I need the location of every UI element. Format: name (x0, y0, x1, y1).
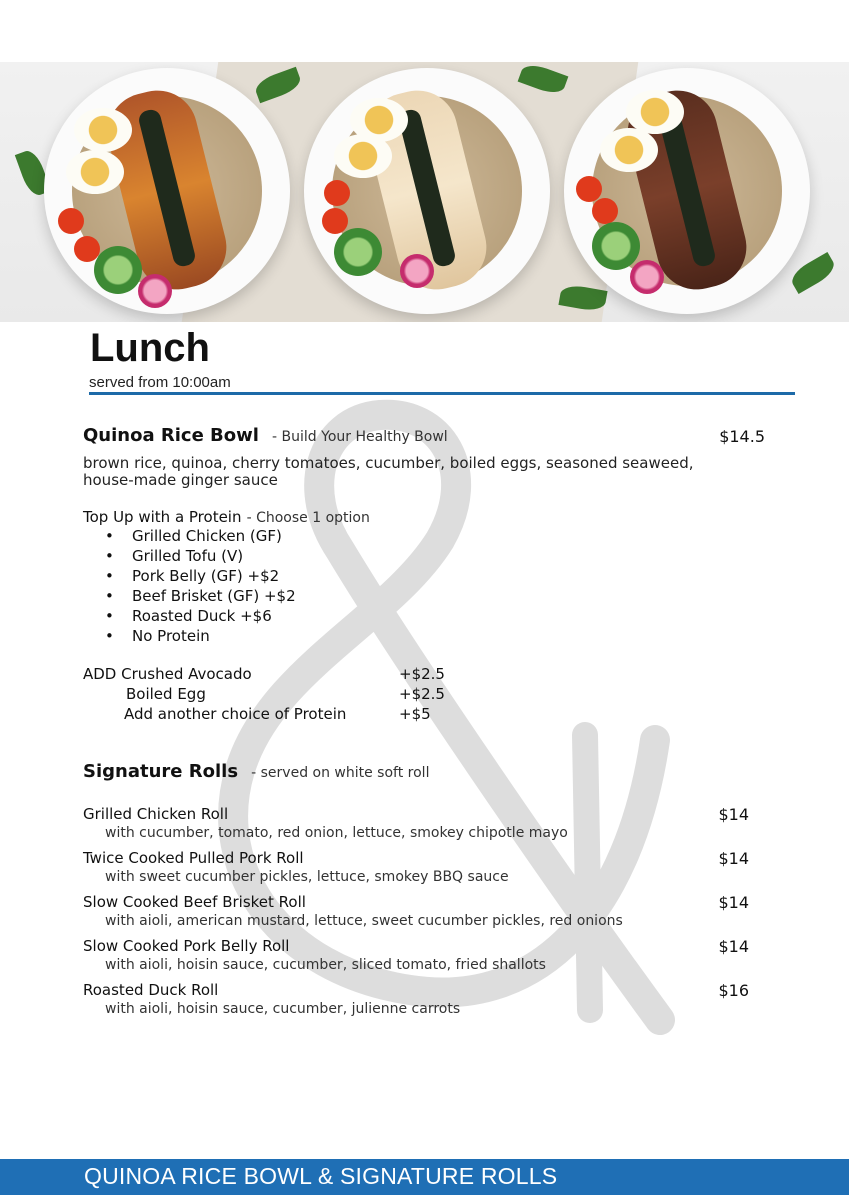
boiled-egg (334, 134, 392, 178)
roll-item (83, 849, 783, 893)
radish-slice (630, 260, 664, 294)
addon-row (83, 684, 783, 704)
roll-name: Twice Cooked Pulled Pork Roll (83, 849, 304, 867)
roll-description: with aioli, hoisin sauce, cucumber, sliced tomato, fried shallots (105, 957, 546, 973)
addon-label: ADD Crushed Avocado (83, 665, 252, 683)
protein-options-list (83, 526, 783, 646)
protein-note: - Choose 1 option (246, 510, 370, 526)
rolls-title: Signature Rolls (83, 761, 239, 782)
protein-option: • Pork Belly (GF) +$2 (83, 566, 783, 586)
addon-label: Boiled Egg (126, 685, 206, 703)
quinoa-description: brown rice, quinoa, cherry tomatoes, cucumber, boiled eggs, seasoned seaweed, house-made ginger sauce (83, 454, 694, 489)
addon-price: +$2.5 (399, 685, 445, 703)
page-subtitle: served from 10:00am (89, 374, 231, 391)
footer-banner (0, 1159, 849, 1195)
radish-slice (138, 274, 172, 308)
protein-option: • Grilled Tofu (V) (83, 546, 783, 566)
roll-name: Roasted Duck Roll (83, 981, 219, 999)
quinoa-title: Quinoa Rice Bowl (83, 425, 259, 446)
boiled-egg (626, 90, 684, 134)
protein-option: • Beef Brisket (GF) +$2 (83, 586, 783, 606)
cucumber-rose (592, 222, 640, 270)
spinach-leaf (788, 252, 839, 294)
roll-item (83, 893, 783, 937)
addon-row (83, 704, 783, 724)
addon-row (83, 664, 783, 684)
roll-name: Grilled Chicken Roll (83, 805, 229, 823)
bowl-pork-belly (44, 68, 290, 314)
quinoa-price: $14.5 (719, 427, 765, 446)
addon-label: Add another choice of Protein (124, 705, 347, 723)
quinoa-note: - Build Your Healthy Bowl (272, 429, 448, 445)
roll-item (83, 805, 783, 849)
bowl-beef-brisket (564, 68, 810, 314)
roll-price: $14 (718, 893, 749, 912)
roll-price: $14 (718, 805, 749, 824)
boiled-egg (66, 150, 124, 194)
addon-price: +$5 (399, 705, 431, 723)
cherry-tomato (322, 208, 348, 234)
roll-item (83, 937, 783, 981)
boiled-egg (74, 108, 132, 152)
hero-food-photo (0, 62, 849, 322)
protein-option: • Roasted Duck +$6 (83, 606, 783, 626)
rolls-note: - served on white soft roll (251, 765, 430, 781)
page-title: Lunch (90, 326, 210, 370)
rolls-section (83, 761, 783, 1025)
roll-description: with cucumber, tomato, red onion, lettuce, smokey chipotle mayo (105, 825, 568, 841)
roll-price: $14 (718, 937, 749, 956)
roll-description: with aioli, american mustard, lettuce, sweet cucumber pickles, red onions (105, 913, 623, 929)
footer-text: QUINOA RICE BOWL & SIGNATURE ROLLS (84, 1163, 558, 1189)
roll-price: $14 (718, 849, 749, 868)
roll-item (83, 981, 783, 1025)
bowl-grilled-chicken (304, 68, 550, 314)
roll-name: Slow Cooked Pork Belly Roll (83, 937, 290, 955)
cherry-tomato (58, 208, 84, 234)
radish-slice (400, 254, 434, 288)
protein-option: • Grilled Chicken (GF) (83, 526, 783, 546)
protein-option: • No Protein (83, 626, 783, 646)
header-divider (89, 392, 795, 395)
cucumber-rose (334, 228, 382, 276)
cucumber-rose (94, 246, 142, 294)
roll-price: $16 (718, 981, 749, 1000)
cherry-tomato (592, 198, 618, 224)
quinoa-section (83, 425, 783, 724)
cherry-tomato (576, 176, 602, 202)
boiled-egg (600, 128, 658, 172)
roll-name: Slow Cooked Beef Brisket Roll (83, 893, 306, 911)
cherry-tomato (324, 180, 350, 206)
roll-description: with aioli, hoisin sauce, cucumber, julienne carrots (105, 1001, 461, 1017)
roll-description: with sweet cucumber pickles, lettuce, smokey BBQ sauce (105, 869, 509, 885)
protein-heading: Top Up with a Protein (83, 508, 242, 526)
addon-price: +$2.5 (399, 665, 445, 683)
